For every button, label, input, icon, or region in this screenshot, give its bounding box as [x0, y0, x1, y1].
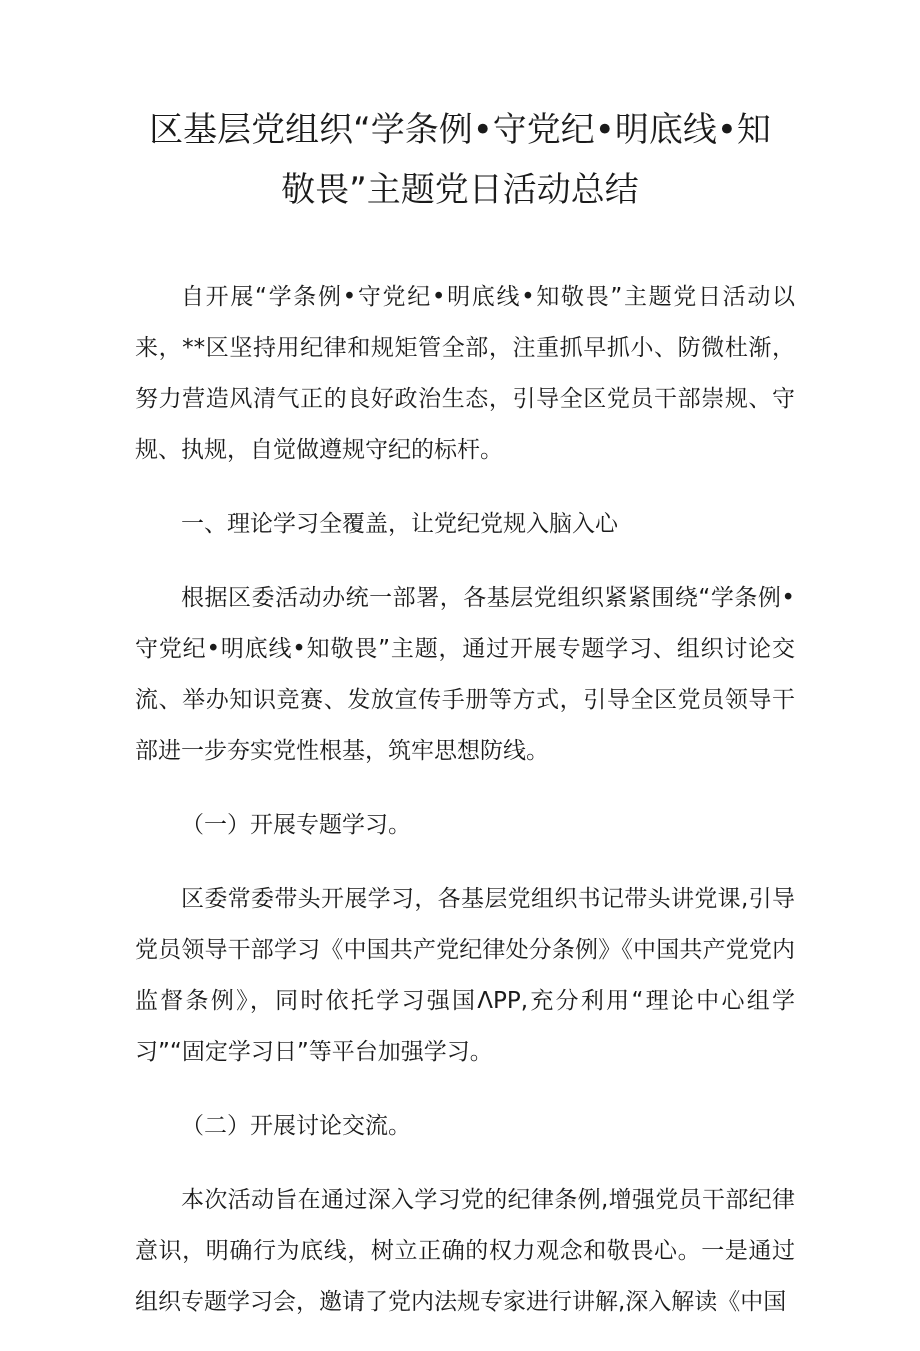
section-1-heading: 一、理论学习全覆盖，让党纪党规入脑入心 — [181, 511, 618, 537]
section-1-paragraph: 根据区委活动办统一部署，各基层党组织紧紧围绕“学条例•守党纪•明底线•知敬畏”主题，通过开展专题学习、组织讨论交流、举办知识竞赛、发放宣传手册等方式，引导全区党员领导干部进一步夯实党性根基，筑牢思想防线。 — [135, 585, 795, 764]
subsection-2-paragraph: 本次活动旨在通过深入学习党的纪律条例,增强党员干部纪律意识，明确行为底线，树立正确的权力观念和敬畏心。一是通过组织专题学习会，邀请了党内法规专家进行讲解,深入解读《中国 — [135, 1187, 795, 1315]
title-line-2: 敬畏”主题党日活动总结 — [281, 170, 639, 210]
title-line-1: 区基层党组织“学条例•守党纪•明底线•知 — [149, 110, 771, 150]
intro-paragraph: 自开展“学条例•守党纪•明底线•知敬畏”主题党日活动以来，**区坚持用纪律和规矩管全部，注重抓早抓小、防微杜渐，努力营造风清气正的良好政治生态，引导全区党员干部崇规、守规、执规，自觉做遵规守纪的标杆。 — [135, 284, 795, 463]
document-body — [135, 272, 795, 1351]
subsection-1-paragraph: 区委常委带头开展学习，各基层党组织书记带头讲党课,引导党员领导干部学习《中国共产党纪律处分条例》《中国共产党党内监督条例》，同时依托学习强国ΛPP,充分利用“理论中心组学习”“固定学习日”等平台加强学习。 — [135, 886, 795, 1065]
subsection-2-heading: （二）开展讨论交流。 — [181, 1113, 411, 1139]
subsection-1-heading: （一）开展专题学习。 — [181, 812, 411, 838]
document-title — [120, 100, 800, 220]
